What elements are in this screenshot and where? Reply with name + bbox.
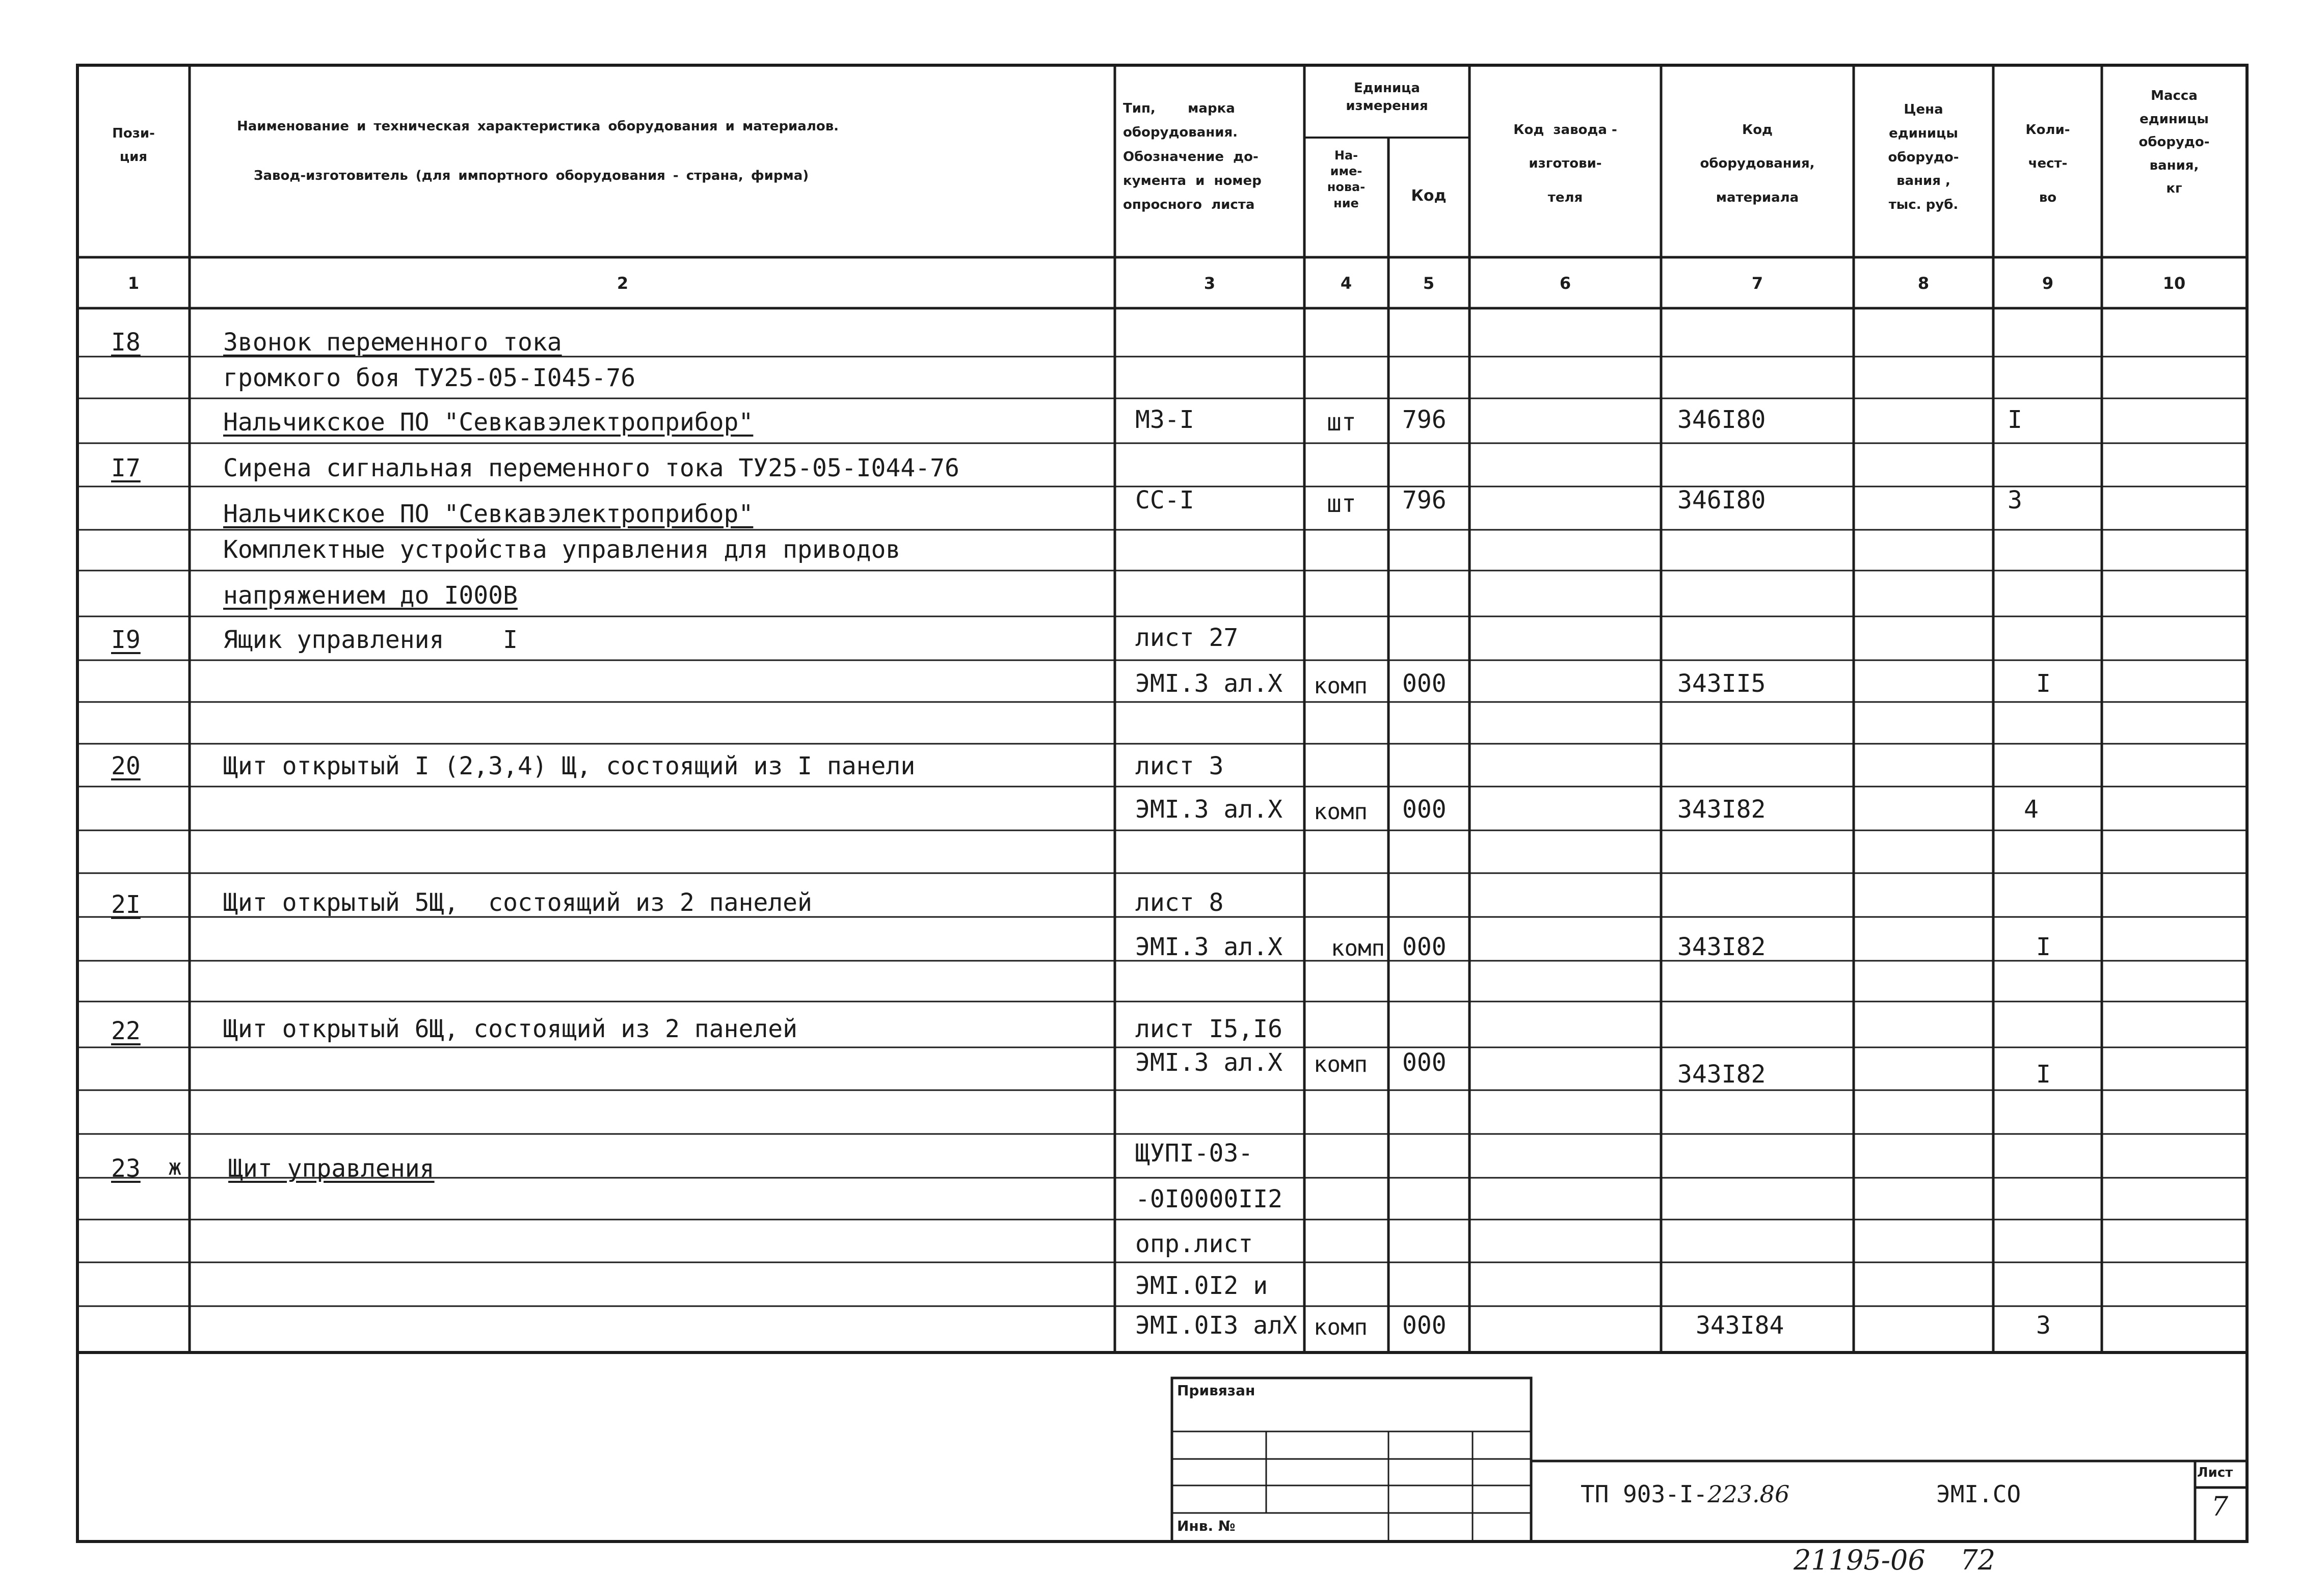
row-type: лист 3 bbox=[1135, 752, 1224, 780]
column-number: 5 bbox=[1423, 274, 1435, 293]
row-code: 343II5 bbox=[1677, 669, 1766, 698]
column-number: 3 bbox=[1204, 274, 1216, 293]
row-name: Щит управления bbox=[228, 1154, 435, 1183]
row-quantity: 3 bbox=[2036, 1311, 2051, 1340]
row-type: ЭМI.0I2 и bbox=[1135, 1272, 1268, 1300]
row-type: лист 8 bbox=[1135, 888, 1224, 917]
header-mass: Масса единицы оборудо- вания, кг bbox=[2138, 88, 2210, 196]
header-unit-name: На- име- нова- ние bbox=[1327, 148, 1366, 210]
column-number: 9 bbox=[2042, 274, 2054, 293]
header-plant-code: Код завода - изготови- теля bbox=[1513, 122, 1617, 205]
row-unit: комп bbox=[1331, 935, 1385, 961]
row-unit-code: 796 bbox=[1402, 486, 1447, 515]
row-type: МЗ-I bbox=[1135, 405, 1194, 434]
document-code-suffix: 223.86 bbox=[1707, 1480, 1790, 1508]
row-quantity: I bbox=[2036, 933, 2051, 961]
row-unit-code: 000 bbox=[1402, 669, 1447, 698]
row-position: 22 bbox=[111, 1017, 141, 1045]
row-code: 346I80 bbox=[1677, 405, 1766, 434]
header-name-line1: Наименование и техническая характеристика оборудования и материалов. bbox=[237, 119, 839, 134]
header-name-line2: Завод-изготовитель (для импортного оборудования - страна, фирма) bbox=[254, 168, 809, 183]
column-number: 4 bbox=[1340, 274, 1352, 293]
row-code: 346I80 bbox=[1677, 486, 1766, 515]
header-type: Тип, марка оборудования. Обозначение до- кумента и номер опросного листа bbox=[1123, 101, 1262, 213]
row-unit: шт bbox=[1327, 408, 1356, 437]
row-type: ЭМI.3 ал.Х bbox=[1135, 669, 1282, 698]
row-type: ЩУПI-03- bbox=[1135, 1139, 1253, 1168]
column-number: 7 bbox=[1751, 274, 1763, 293]
row-unit: шт bbox=[1327, 490, 1356, 518]
row-type: ЭМI.0I3 алХ bbox=[1135, 1311, 1297, 1340]
row-name: Сирена сигнальная переменного тока ТУ25-05-I044-76 bbox=[223, 454, 959, 482]
document-code-prefix: ТП 903-I- bbox=[1581, 1480, 1708, 1508]
row-unit: комп bbox=[1314, 673, 1368, 699]
row-code: 343I82 bbox=[1677, 933, 1766, 961]
row-code: 343I82 bbox=[1677, 1060, 1766, 1089]
row-unit-code: 796 bbox=[1402, 405, 1447, 434]
row-unit-code: 000 bbox=[1402, 1048, 1447, 1077]
row-code: 343I82 bbox=[1677, 795, 1766, 824]
row-name: Щит открытый 6Щ, состоящий из 2 панелей bbox=[223, 1015, 798, 1043]
header-unit-group: Единица измерения bbox=[1346, 80, 1428, 114]
row-unit-code: 000 bbox=[1402, 933, 1447, 961]
row-code: 343I84 bbox=[1696, 1311, 1784, 1340]
row-name: Комплектные устройства управления для приводов bbox=[223, 535, 901, 564]
sheet-number: 7 bbox=[2211, 1492, 2229, 1522]
sheet-label: Лист bbox=[2197, 1465, 2233, 1480]
row-name: Щит открытый I (2,3,4) Щ, состоящий из I панели bbox=[223, 752, 916, 780]
header-equipment-code: Код оборудования, материала bbox=[1700, 122, 1815, 205]
row-unit: комп bbox=[1314, 799, 1368, 825]
row-name: Звонок переменного тока bbox=[223, 328, 562, 357]
header-unit-code: Код bbox=[1411, 187, 1447, 205]
stamp-linked-label: Привязан bbox=[1177, 1382, 1255, 1399]
row-quantity: 3 bbox=[2008, 486, 2022, 515]
column-number: 10 bbox=[2162, 274, 2186, 293]
drawing-code: ЭМI.СО bbox=[1936, 1480, 2021, 1508]
row-type: ЭМI.3 ал.Х bbox=[1135, 933, 1282, 961]
row-position: 23 bbox=[111, 1154, 141, 1183]
stamp-inventory-label: Инв. № bbox=[1177, 1518, 1236, 1534]
column-number: 6 bbox=[1559, 274, 1571, 293]
row-name: Щит открытый 5Щ, состоящий из 2 панелей bbox=[223, 888, 812, 917]
row-name: напряжением до I000В bbox=[223, 581, 518, 610]
row-unit-code: 000 bbox=[1402, 1311, 1447, 1340]
row-position: I7 bbox=[111, 454, 141, 482]
row-type: -0I0000II2 bbox=[1135, 1185, 1282, 1213]
archive-number: 21195-06 72 bbox=[1794, 1544, 1996, 1576]
row-unit-code: 000 bbox=[1402, 795, 1447, 824]
row-position: 2I bbox=[111, 890, 141, 919]
row-type: ЭМI.3 ал.Х bbox=[1135, 795, 1282, 824]
row-type: СС-I bbox=[1135, 486, 1194, 515]
row-mark: ж bbox=[168, 1154, 182, 1180]
row-position: I8 bbox=[111, 328, 141, 357]
row-type: ЭМI.3 ал.Х bbox=[1135, 1048, 1282, 1077]
row-unit: комп bbox=[1314, 1314, 1368, 1340]
row-type: опр.лист bbox=[1135, 1230, 1253, 1258]
row-type: лист I5,I6 bbox=[1135, 1015, 1282, 1043]
row-unit: комп bbox=[1314, 1051, 1368, 1077]
row-position: I9 bbox=[111, 626, 141, 654]
column-number: 8 bbox=[1917, 274, 1930, 293]
row-name: громкого боя ТУ25-05-I045-76 bbox=[223, 364, 636, 392]
row-quantity: I bbox=[2008, 405, 2022, 434]
row-quantity: I bbox=[2036, 669, 2051, 698]
header-price: Цена единицы оборудо- вания , тыс. руб. bbox=[1888, 102, 1959, 213]
row-position: 20 bbox=[111, 752, 141, 780]
row-name: Нальчикское ПО "Севкавэлектроприбор" bbox=[223, 500, 754, 528]
column-number: 1 bbox=[127, 274, 140, 293]
row-type: лист 27 bbox=[1135, 624, 1239, 652]
column-number: 2 bbox=[617, 274, 629, 293]
row-name: Ящик управления I bbox=[223, 626, 518, 654]
row-quantity: 4 bbox=[2024, 795, 2039, 824]
document-code bbox=[1581, 1482, 1789, 1506]
row-quantity: I bbox=[2036, 1060, 2051, 1089]
header-quantity: Коли- чест- во bbox=[2025, 122, 2070, 205]
row-name: Нальчикское ПО "Севкавэлектроприбор" bbox=[223, 408, 754, 437]
header-position: Пози- ция bbox=[112, 126, 155, 165]
